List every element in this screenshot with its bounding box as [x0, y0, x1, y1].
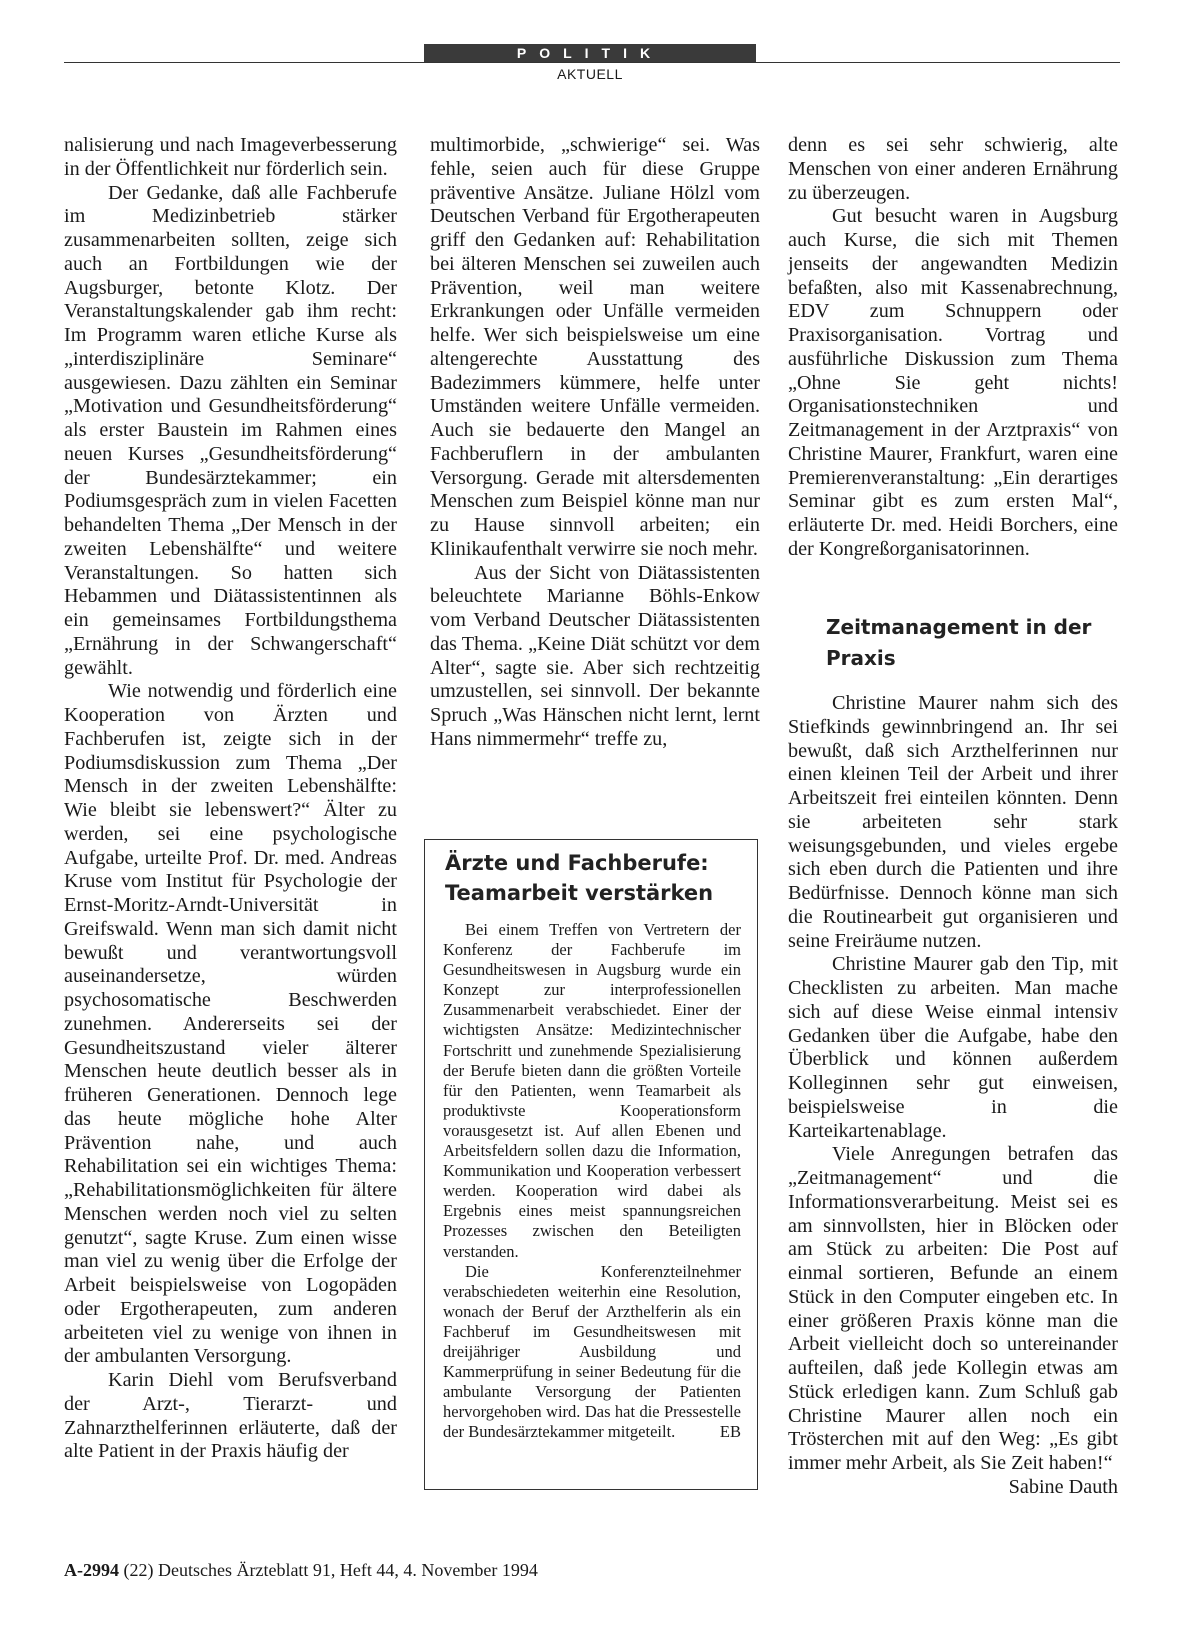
info-box-paragraph [443, 1262, 741, 1443]
paragraph: nalisierung und nach Imageverbesserung in der Öffentlichkeit nur förderlich sein. [64, 134, 397, 180]
paragraph: Christine Maurer nahm sich des Stiefkinds gewinnbringend an. Ihr sei bewußt, daß sich Arzthelferinnen nur einen kleinen Teil der Arbeit und ihrer Arbeitszeit frei einteilen könnten. Denn sie arbeiteten sehr stark weisungsgebunden, und vieles ergebe sich eben durch die Patienten und ihre Bedürfnisse. Dennoch könne man sich die Routinearbeit gut organisieren und seine Freiräume nutzen. [788, 692, 1118, 952]
paragraph-text: Viele Anregungen betrafen das „Zeitmanagement“ und die Informationsverarbeitung. Meist sei es am sinnvollsten, hier in Blöcken oder am Stück zu arbeiten: Die Post auf einmal sortieren, Befunde an einem Stück in den Computer eingeben etc. In einer größeren Praxis könne man die Arbeit vielleicht doch so untereinander aufteilen, daß jede Kollegin etwas am Stück erledigen kann. Zum Schluß gab Christine Maurer allen noch ein Trösterchen mit auf den Weg: „Es gibt immer mehr Arbeit, als Sie Zeit haben!“ [788, 1143, 1118, 1474]
info-box-body [443, 920, 741, 1442]
paragraph: Christine Maurer gab den Tip, mit Checklisten zu arbeiten. Man mache sich auf diese Weise einmal intensiv Gedanken über die Aufgabe, habe den Überblick und können außerdem Kolleginnen sehr gut einweisen, beispielsweise in die Karteikartenablage. [788, 953, 1118, 1142]
paragraph: multimorbide, „schwierige“ sei. Was fehle, seien auch für diese Gruppe präventive Ansätze. Juliane Hölzl vom Deutschen Verband für Ergotherapeuten griff den Gedanken auf: Rehabilitation bei älteren Menschen sei zuweilen auch Prävention, weil man weitere Erkrankungen oder Unfälle vermeiden helfe. Wer sich beispielsweise um eine altengerechte Ausstattung des Badezimmers kümmere, helfe unter Umständen weitere Unfälle vermeiden. Auch sie bedauerte den Mangel an Fachberuflern in der ambulanten Versorgung. Gerade mit altersdementen Menschen zum Beispiel könne man nur zu Hause sinnvoll arbeiten; ein Klinikaufenthalt verwirre sie noch mehr. [430, 134, 760, 560]
info-box-paragraph: Bei einem Treffen von Vertretern der Konferenz der Fachberufe im Gesundheitswesen in Augsburg wurde ein Konzept zur interprofessionellen Zusammenarbeit verabschiedet. Einer der wichtigsten Ansätze: Medizintechnischer Fortschritt und zunehmende Spezialisierung der Berufe bieten dann die größten Vorteile für den Patienten, wenn Teamarbeit als produktivste Kooperationsform vorausgesetzt ist. Auf allen Ebenen und Arbeitsfeldern sollen dazu die Information, Kommunikation und Kooperation verbessert werden. Kooperation wird dabei als Ergebnis eines meist spannungsreichen Prozesses zwischen den Beteiligten verstanden. [443, 920, 741, 1261]
article-column-3-continued [788, 692, 1118, 1500]
publication-info: (22) Deutsches Ärzteblatt 91, Heft 44, 4. November 1994 [123, 1560, 538, 1580]
page-footer [64, 1560, 538, 1581]
page-number: A-2994 [64, 1560, 119, 1580]
info-box-title-line: Teamarbeit verstärken [445, 881, 714, 905]
subsection-label: AKTUELL [557, 66, 623, 82]
article-column-2 [430, 134, 760, 752]
header-rule [64, 62, 1120, 63]
info-box [424, 839, 758, 1490]
paragraph: denn es sei sehr schwierig, alte Menschen von einer anderen Ernährung zu überzeugen. [788, 134, 1118, 204]
section-subheading: Zeitmanagement in der Praxis [826, 615, 1092, 670]
paragraph: Gut besucht waren in Augsburg auch Kurse, die sich mit Themen jenseits der angewandten Medizin befaßten, also mit Kassenabrechnung, EDV zum Schnuppern oder Praxisorganisation. Vortrag und ausführliche Diskussion zum Thema „Ohne Sie geht nichts! Organisationstechniken und Zeitmanagement in der Arztpraxis“ von Christine Maurer, Frankfurt, waren eine Premierenveranstaltung: „Ein derartiges Seminar gibt es zum ersten Mal“, erläuterte Dr. med. Heidi Borchers, eine der Kongreßorganisatorinnen. [788, 205, 1118, 560]
info-box-title-line: Ärzte und Fachberufe: [445, 851, 709, 875]
section-label: POLITIK [424, 44, 756, 62]
info-box-signature: EB [719, 1422, 741, 1442]
paragraph: Aus der Sicht von Diätassistenten beleuchtete Marianne Böhls-Enkow vom Verband Deutscher Diätassistenten das Thema. „Keine Diät schützt vor dem Alter“, sagte sie. Aber sich rechtzeitig umzustellen, sei sinnvoll. Der bekannte Spruch „Was Hänschen nicht lernt, lernt Hans nimmermehr“ treffe zu, [430, 561, 760, 750]
paragraph: Der Gedanke, daß alle Fachberufe im Medizinbetrieb stärker zusammenarbeiten sollten, zeige sich auch an Fortbildungen wie der Augsburger, betonte Klotz. Der Veranstaltungskalender gab ihm recht: Im Programm waren etliche Kurse als „interdisziplinäre Seminare“ ausgewiesen. Dazu zählten ein Seminar „Motivation und Gesundheitsförderung“ als erster Baustein im Rahmen eines neuen Kurses „Gesundheitsförderung“ der Bundesärztekammer; ein Podiumsgespräch zum in vielen Facetten behandelten Thema „Der Mensch in der zweiten Lebenshälfte“ und weitere Veranstaltungen. So hatten sich Hebammen und Diätassistentinnen als ein gemeinsames Fortbildungsthema „Ernährung in der Schwangerschaft“ gewählt. [64, 181, 397, 679]
info-box-paragraph-text: Die Konferenzteilnehmer verabschiedeten weiterhin eine Resolution, wonach der Beruf der Arzthelferin als ein Fachberuf im Gesundheitswesen mit dreijähriger Ausbildung und Kammerprüfung in seiner Bedeutung für die ambulante Versorgung der Patienten hervorgehoben wird. Das hat die Pressestelle der Bundesärztekammer mitgeteilt. [443, 1261, 741, 1442]
paragraph: Wie notwendig und förderlich eine Kooperation von Ärzten und Fachberufen ist, zeigte sich in der Podiumsdiskussion zum Thema „Der Mensch in der zweiten Lebenshälfte: Wie bleibt sie lebenswert?“ Älter zu werden, sei eine psychologische Aufgabe, urteilte Prof. Dr. med. Andreas Kruse vom Institut für Psychologie der Ernst-Moritz-Arndt-Universität in Greifswald. Wenn man sich damit nicht bewußt und verantwortungsvoll auseinandersetze, würden psychosomatische Beschwerden zunehmen. Andererseits sei der Gesundheitszustand vieler älterer Menschen heute deutlich besser als in früheren Generationen. Dennoch lege das heute mögliche hohe Alter Prävention nahe, und auch Rehabilitation sei ein wichtiges Thema: „Rehabilitationsmöglichkeiten für ältere Menschen werden noch viel zu selten genutzt“, sagte Kruse. Zum einen wisse man viel zu wenig über die Erfolge der Arbeit beispielsweise von Logopäden oder Ergotherapeuten, zum anderen arbeiteten viel zu wenige von ihnen in der ambulanten Versorgung. [64, 680, 397, 1368]
paragraph [788, 1143, 1118, 1498]
article-column-3 [788, 134, 1118, 562]
article-column-1 [64, 134, 397, 1464]
info-box-title [445, 848, 745, 908]
author-signature: Sabine Dauth [1008, 1475, 1118, 1498]
paragraph: Karin Diehl vom Berufsverband der Arzt-, Tierarzt- und Zahnarzthelferinnen erläuterte, daß der alte Patient in der Praxis häufig der [64, 1369, 397, 1463]
